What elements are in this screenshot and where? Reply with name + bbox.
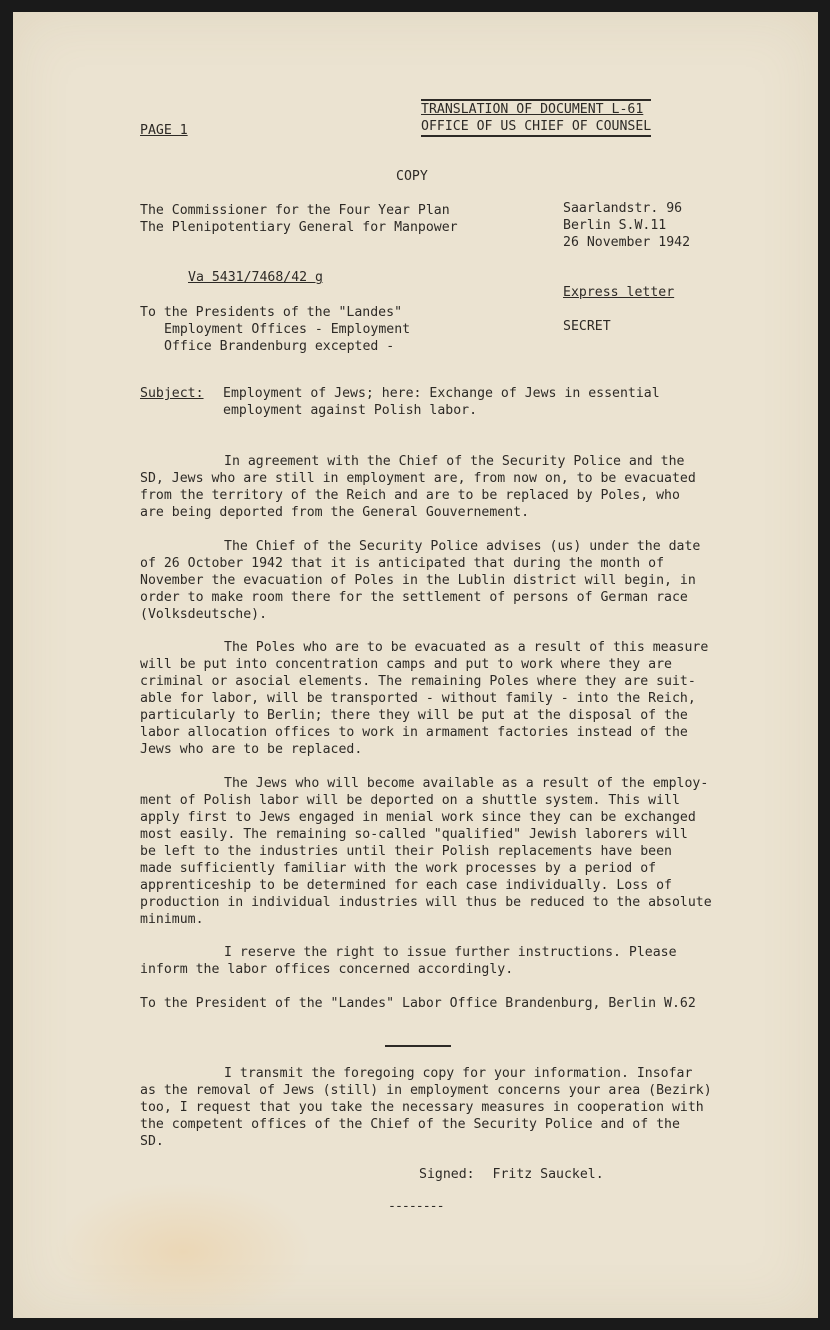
paragraph-1: In agreement with the Chief of the Security Police and the SD, Jews who are still in employment are, from now on, to be evacuated from the territory of the Reich and are to be replaced by Poles, who are being deported from the General Gouvernement. [140,454,696,520]
address-city: Berlin S.W.11 [563,218,667,233]
page-label: PAGE 1 [140,123,188,138]
classification: SECRET [563,319,611,334]
end-mark: -------- [388,1199,444,1214]
reference-number: Va 5431/7468/42 g [188,270,323,285]
document-page [13,12,818,1318]
letter-date: 26 November 1942 [563,235,691,250]
subject-line-2: employment against Polish labor. [223,403,478,418]
recipient-block [140,304,410,355]
signature-line [419,1166,604,1183]
address-street: Saarlandstr. 96 [563,201,683,216]
signature-name: Fritz Sauckel. [492,1167,604,1182]
translation-title: TRANSLATION OF DOCUMENT L-61 [421,99,651,118]
translation-header [421,99,651,137]
address-block [563,200,690,251]
sender-block [140,202,458,236]
subject-label: Subject: [140,386,204,401]
paper-stain [53,1182,313,1322]
transmittal-paragraph: I transmit the foregoing copy for your information. Insofar as the removal of Jews (still) in employment concerns your area (Bezirk) too, I request that you take the necessary measures in cooperation with the competent offices of the Chief of the Security Police and of the SD. [140,1066,712,1149]
letter-type: Express letter [563,285,675,300]
sender-line-1: The Commissioner for the Four Year Plan [140,203,450,218]
paragraph-4: The Jews who will become available as a result of the employ- ment of Polish labor will be deported on a shuttle system. This will apply first to Jews engaged in menial work since they can be exchanged most easily. The remaining so-called "qualified" Jewish laborers will be left to the industries until their Polish replacements have been made sufficiently familiar with the work processes by a period of apprenticeship to be determined for each case individually. Loss of production in individual industries will thus be reduced to the absolute minimum. [140,776,712,927]
signature-label: Signed: [419,1167,475,1182]
recipient-line-2: Employment Offices - Employment [164,322,411,337]
recipient-line-3: Office Brandenburg excepted - [164,339,395,354]
separator-rule [385,1045,451,1047]
recipient-line-1: To the Presidents of the "Landes" [140,305,403,320]
sender-line-2: The Plenipotentiary General for Manpower [140,220,458,235]
office-title: OFFICE OF US CHIEF OF COUNSEL [421,118,651,137]
paragraph-2: The Chief of the Security Police advises (us) under the date of 26 October 1942 that it is anticipated that during the month of November the evacuation of Poles in the Lublin district will begin, in order to make room there for the settlement of persons of German race (Volksdeutsche). [140,539,701,622]
brandenburg-recipient-line: To the President of the "Landes" Labor Office Brandenburg, Berlin W.62 [140,996,696,1011]
paragraph-5: I reserve the right to issue further instructions. Please inform the labor offices concerned accordingly. [140,945,677,977]
paragraph-3: The Poles who are to be evacuated as a result of this measure will be put into concentration camps and put to work where they are criminal or asocial elements. The remaining Poles where they are suit- able for labor, will be transported - without family - into the Reich, particularly to Berlin; there they will be put at the disposal of the labor allocation offices to work in armament factories instead of the Jews who are to be replaced. [140,640,709,757]
copy-label: COPY [396,169,428,184]
subject-line-1: Employment of Jews; here: Exchange of Jews in essential [223,386,660,401]
subject-block [140,385,204,402]
subject-text [223,385,660,419]
